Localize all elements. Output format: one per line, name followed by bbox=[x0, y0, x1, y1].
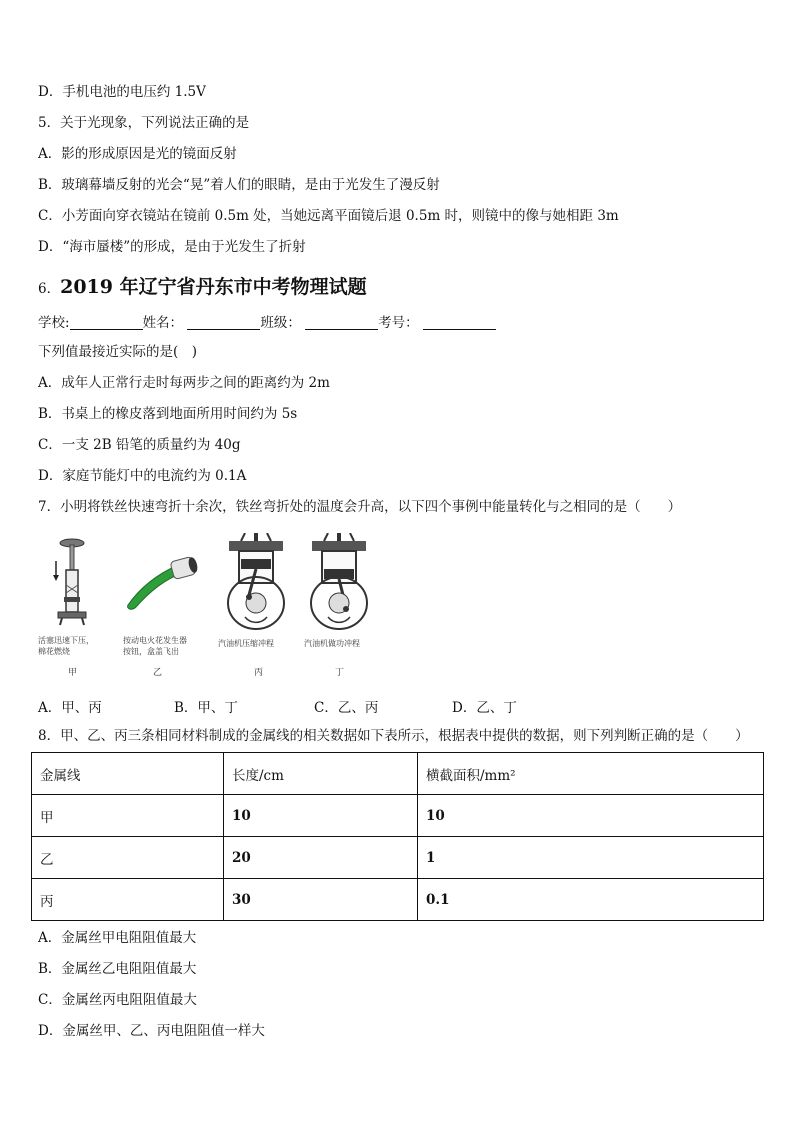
q8-option-b: B．金属丝乙电阻阻值最大 bbox=[38, 961, 197, 977]
table-header: 横截面积/mm² bbox=[418, 753, 764, 795]
fig-jia-label: 甲 bbox=[68, 668, 78, 678]
class-label: 班级： bbox=[260, 315, 301, 331]
table-cell: 30 bbox=[224, 879, 418, 921]
school-label: 学校: bbox=[38, 315, 70, 331]
q6-title bbox=[38, 272, 367, 299]
table-header: 金属线 bbox=[32, 753, 224, 795]
spark-generator-figure bbox=[120, 555, 200, 615]
table-cell: 1 bbox=[418, 837, 764, 879]
class-blank[interactable] bbox=[305, 315, 378, 330]
fig-bing-caption: 汽油机压缩冲程 bbox=[218, 639, 274, 648]
table-cell: 10 bbox=[224, 795, 418, 837]
school-blank[interactable] bbox=[70, 315, 143, 330]
table-row bbox=[32, 879, 764, 921]
q8-stem: 8．甲、乙、丙三条相同材料制成的金属线的相关数据如下表所示，根据表中提供的数据，则下列判断正确的是（ ） bbox=[38, 728, 749, 744]
q7-stem: 7．小明将铁丝快速弯折十余次，铁丝弯折处的温度会升高，以下四个事例中能量转化与之相同的是（ ） bbox=[38, 499, 682, 515]
student-info-row bbox=[38, 311, 496, 331]
q8-option-d: D．金属丝甲、乙、丙电阻阻值一样大 bbox=[38, 1023, 265, 1039]
table-header: 长度/cm bbox=[224, 753, 418, 795]
q6-option-d: D．家庭节能灯中的电流约为 0.1A bbox=[38, 468, 247, 484]
q5-option-c: C．小芳面向穿衣镜站在镜前 0.5m 处，当她远离平面镜后退 0.5m 时，则镜中的像与她相距 3m bbox=[38, 208, 619, 224]
q5-option-d: D．“海市蜃楼”的形成，是由于光发生了折射 bbox=[38, 239, 306, 255]
q5-option-a: A．影的形成原因是光的镜面反射 bbox=[38, 146, 237, 162]
compression-stroke-figure bbox=[221, 533, 291, 633]
metal-wire-table bbox=[31, 752, 764, 921]
q5-option-b: B．玻璃幕墙反射的光会“晃”着人们的眼睛，是由于光发生了漫反射 bbox=[38, 177, 440, 193]
name-blank[interactable] bbox=[187, 315, 260, 330]
fig-ding-caption: 汽油机做功冲程 bbox=[304, 639, 360, 648]
power-stroke-figure bbox=[304, 533, 374, 633]
fire-piston-figure bbox=[42, 535, 92, 630]
q6-option-b: B．书桌上的橡皮落到地面所用时间约为 5s bbox=[38, 406, 298, 422]
q6-stem: 下列值最接近实际的是( ) bbox=[38, 344, 198, 360]
fig-yi-caption-1: 按动电火花发生器 bbox=[123, 636, 187, 645]
exam-blank[interactable] bbox=[423, 315, 496, 330]
q6-option-c: C．一支 2B 铅笔的质量约为 40g bbox=[38, 437, 241, 453]
q8-option-a: A．金属丝甲电阻阻值最大 bbox=[38, 930, 197, 946]
q4-option-d: D．手机电池的电压约 1.5V bbox=[38, 84, 206, 100]
table-cell: 10 bbox=[418, 795, 764, 837]
exam-label: 考号： bbox=[378, 315, 419, 331]
table-row bbox=[32, 795, 764, 837]
name-label: 姓名： bbox=[142, 315, 184, 331]
table-header-row bbox=[32, 753, 764, 795]
fig-yi-label: 乙 bbox=[153, 668, 163, 678]
q6-option-a: A．成年人正常行走时每两步之间的距离约为 2m bbox=[38, 375, 330, 391]
q8-option-c: C．金属丝丙电阻阻值最大 bbox=[38, 992, 197, 1008]
q5-stem: 5．关于光现象，下列说法正确的是 bbox=[38, 115, 250, 131]
fig-bing-label: 丙 bbox=[254, 668, 264, 678]
q7-figures bbox=[38, 535, 378, 680]
q7-option-c: C．乙、丙 bbox=[314, 700, 379, 716]
fig-yi-caption-2: 按钮，盒盖飞出 bbox=[123, 647, 179, 656]
q7-option-d: D．乙、丁 bbox=[452, 700, 517, 716]
fig-jia-caption-1: 活塞迅速下压， bbox=[38, 636, 94, 645]
q7-option-b: B．甲、丁 bbox=[174, 700, 238, 716]
table-cell: 20 bbox=[224, 837, 418, 879]
q6-title-text: 2019 年辽宁省丹东市中考物理试题 bbox=[60, 276, 367, 298]
q7-option-a: A．甲、丙 bbox=[38, 700, 102, 716]
fig-ding-label: 丁 bbox=[335, 668, 345, 678]
table-cell: 丙 bbox=[32, 879, 224, 921]
table-cell: 乙 bbox=[32, 837, 224, 879]
table-cell: 0.1 bbox=[418, 879, 764, 921]
table-row bbox=[32, 837, 764, 879]
fig-jia-caption-2: 棉花燃烧 bbox=[38, 647, 70, 656]
q6-number: 6． bbox=[38, 281, 61, 297]
table-cell: 甲 bbox=[32, 795, 224, 837]
